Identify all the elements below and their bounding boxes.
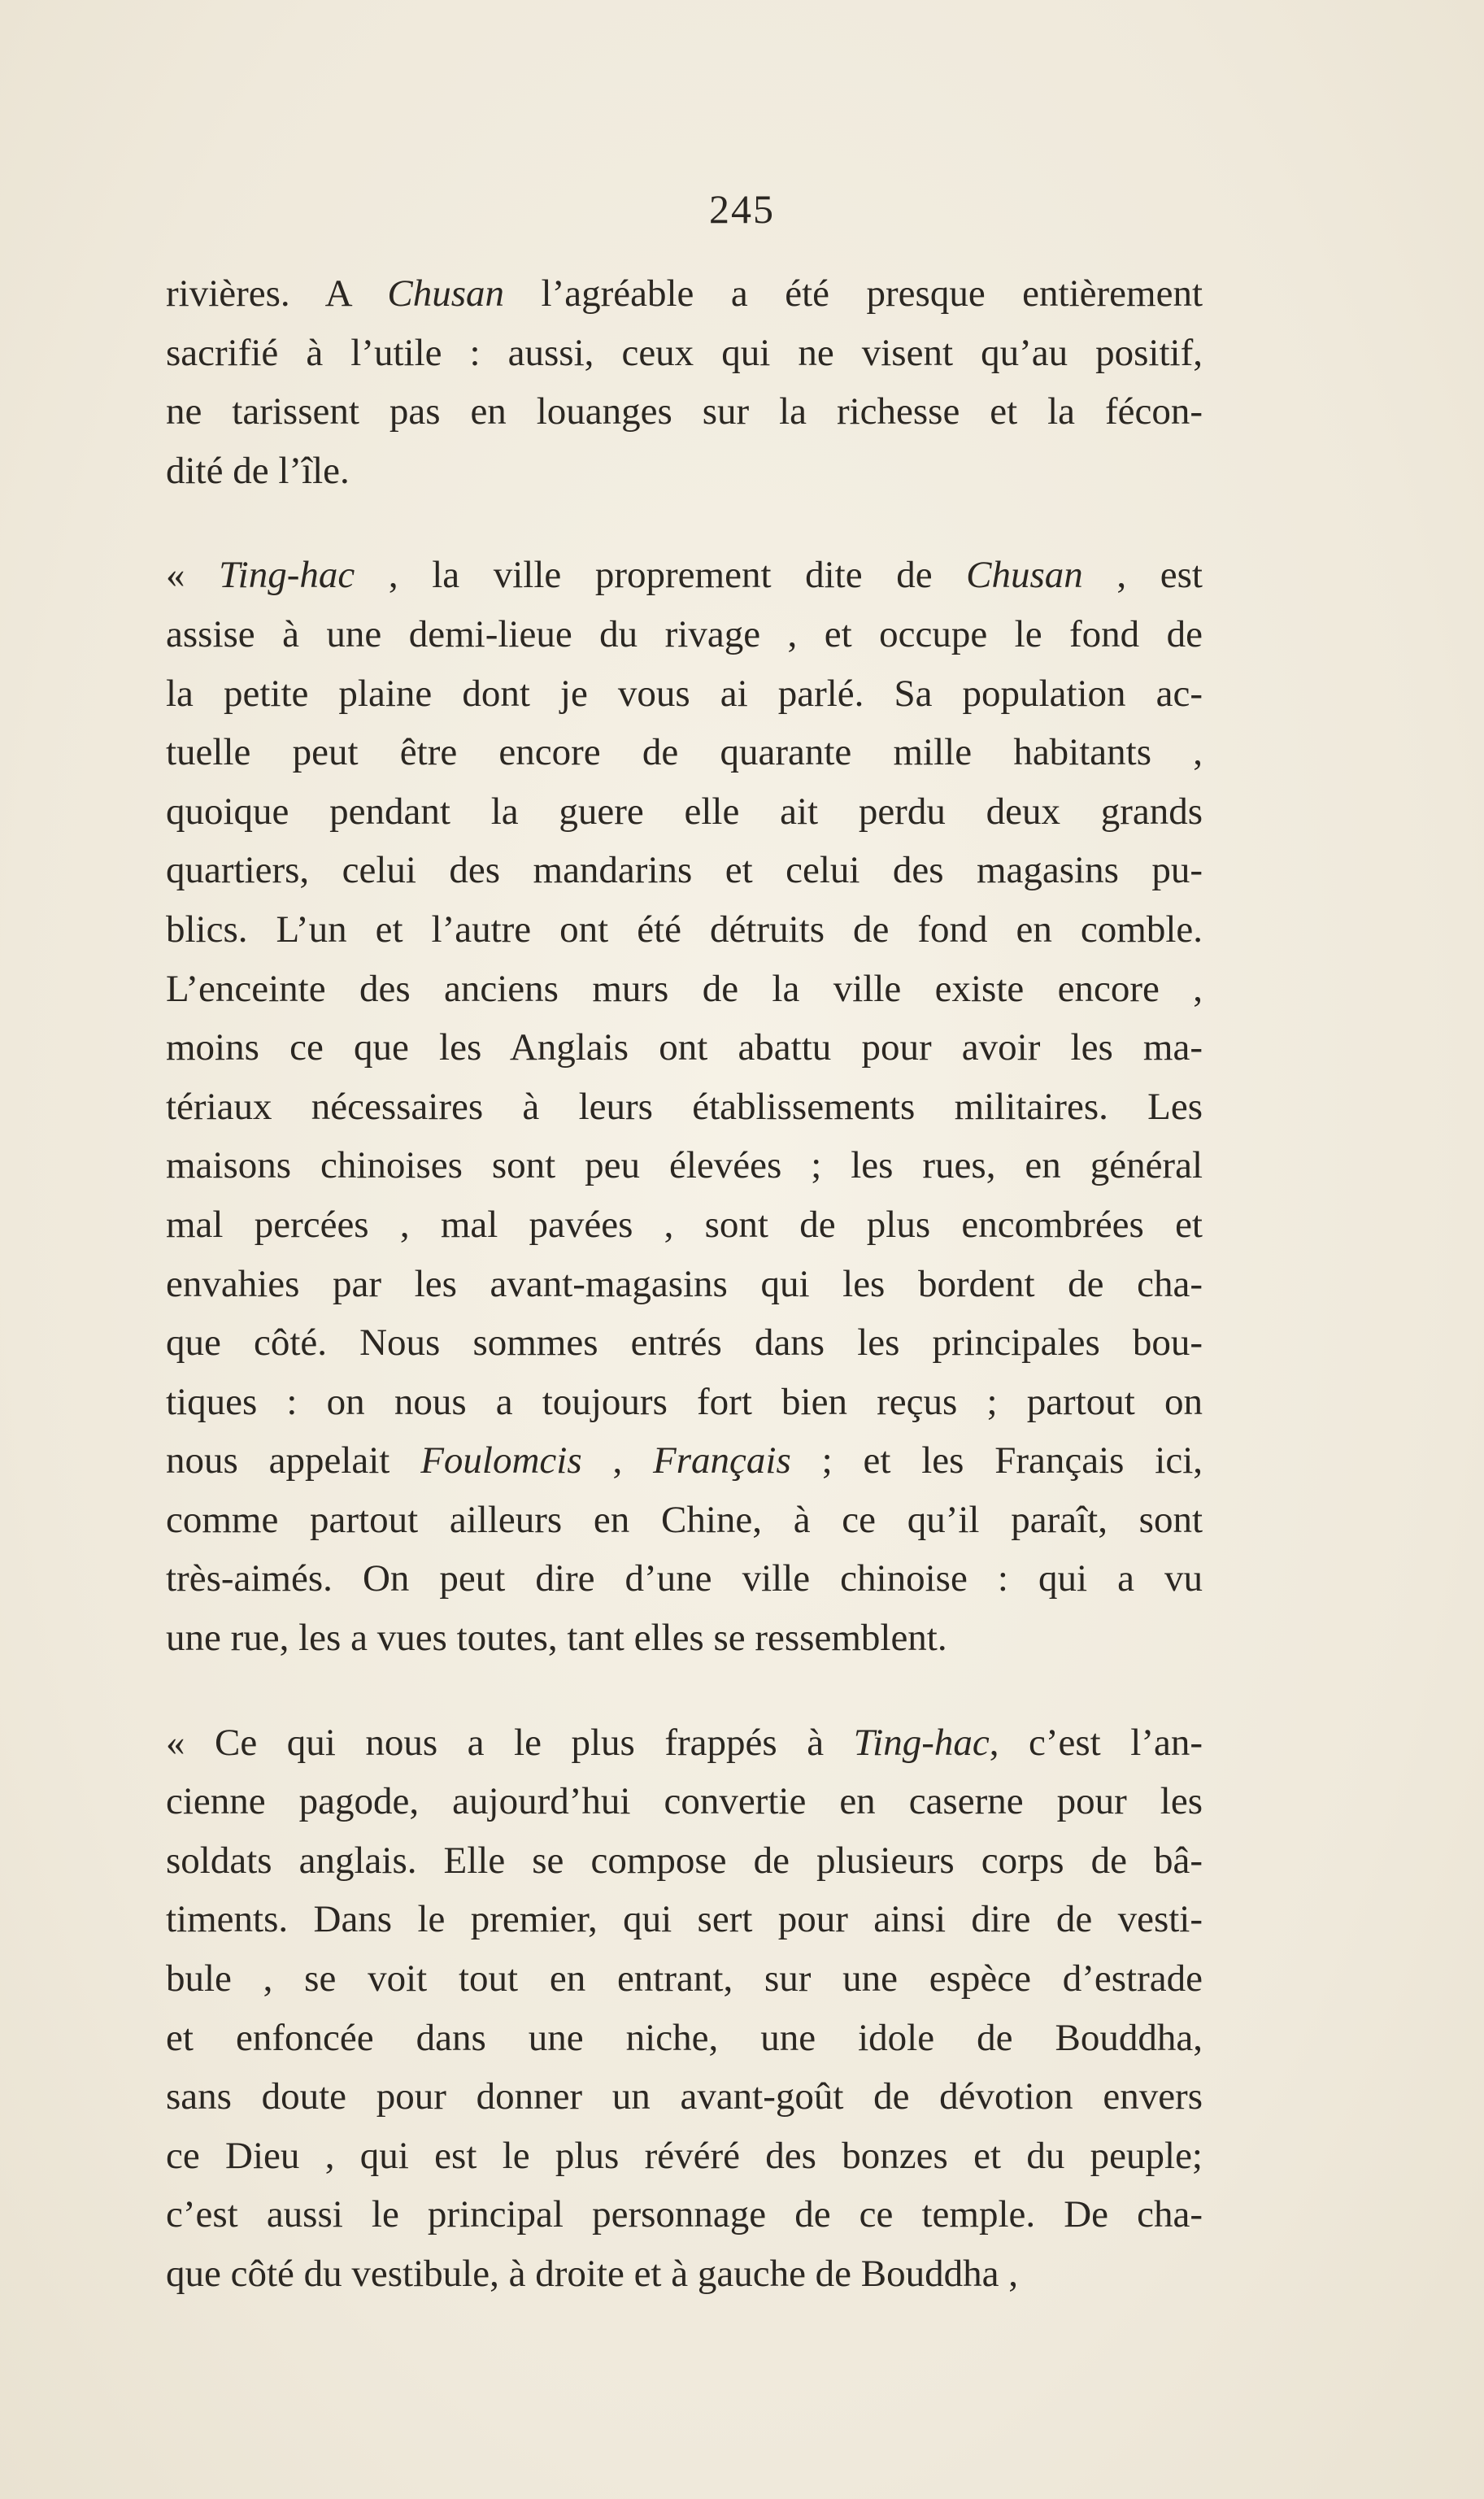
text-line: timents. Dans le premier, qui sert pour ainsi dire de vesti- — [166, 1898, 1203, 1941]
text-line: quartiers, celui des mandarins et celui des magasins pu- — [166, 849, 1203, 892]
text-line: quoique pendant la guere elle ait perdu deux grands — [166, 790, 1203, 833]
text-line: maisons chinoises sont peu élevées ; les rues, en général — [166, 1144, 1203, 1187]
paragraph-1 — [166, 264, 1203, 500]
text-line: « Ce qui nous a le plus frappés à Ting-hac, c’est l’an- — [166, 1721, 1203, 1764]
text-line: très-aimés. On peut dire d’une ville chinoise : qui a vu — [166, 1557, 1203, 1600]
italic-term: Ting-hac — [219, 554, 355, 597]
text-line: sans doute pour donner un avant-goût de dévotion envers — [166, 2075, 1203, 2118]
paragraph-3 — [166, 1713, 1203, 2304]
text-line: et enfoncée dans une niche, une idole de Bouddha, — [166, 2016, 1203, 2059]
text-line: une rue, les a vues toutes, tant elles se ressemblent. — [166, 1617, 947, 1660]
text-line: tériaux nécessaires à leurs établissements militaires. Les — [166, 1085, 1203, 1128]
text-line: tiques : on nous a toujours fort bien reçus ; partout on — [166, 1380, 1203, 1423]
text-line: L’enceinte des anciens murs de la ville existe encore , — [166, 967, 1203, 1010]
text-line: c’est aussi le principal personnage de ce temple. De cha- — [166, 2193, 1203, 2236]
text-line: blics. L’un et l’autre ont été détruits de fond en comble. — [166, 908, 1203, 951]
italic-term: Ting-hac — [853, 1721, 990, 1764]
text-line: soldats anglais. Elle se compose de plusieurs corps de bâ- — [166, 1839, 1203, 1882]
text-line: envahies par les avant-magasins qui les bordent de cha- — [166, 1262, 1203, 1305]
text-line: comme partout ailleurs en Chine, à ce qu’il paraît, sont — [166, 1498, 1203, 1541]
text-line: que côté du vestibule, à droite et à gauche de Bouddha , — [166, 2253, 1018, 2295]
text-line: sacrifié à l’utile : aussi, ceux qui ne visent qu’au positif, — [166, 331, 1203, 374]
italic-term: Foulomcis — [420, 1439, 582, 1482]
text-line: la petite plaine dont je vous ai parlé. Sa population ac- — [166, 672, 1203, 715]
text-line: que côté. Nous sommes entrés dans les principales bou- — [166, 1321, 1203, 1365]
text-line: bule , se voit tout en entrant, sur une espèce d’estrade — [166, 1957, 1203, 2001]
text-line: assise à une demi-lieue du rivage , et occupe le fond de — [166, 612, 1203, 655]
text-line: rivières. A Chusan l’agréable a été presque entièrement — [166, 272, 1203, 315]
page-number: 245 — [709, 186, 775, 232]
italic-term: Français — [653, 1439, 791, 1482]
text-line: nous appelait Foulomcis , Français ; et les Français ici, — [166, 1439, 1203, 1482]
italic-term: Chusan — [387, 272, 505, 315]
text-line: dité de l’île. — [166, 449, 350, 492]
text-line: tuelle peut être encore de quarante mille habitants , — [166, 731, 1203, 774]
text-line: moins ce que les Anglais ont abattu pour avoir les ma- — [166, 1026, 1203, 1069]
text-line: cienne pagode, aujourd’hui convertie en caserne pour les — [166, 1780, 1203, 1823]
text-line: ne tarissent pas en louanges sur la richesse et la fécon- — [166, 390, 1203, 433]
text-line: « Ting-hac , la ville proprement dite de Chusan , est — [166, 554, 1203, 597]
paragraph-2 — [166, 546, 1203, 1667]
body-text — [166, 264, 1203, 2304]
italic-term: Chusan — [966, 554, 1083, 597]
text-line: mal percées , mal pavées , sont de plus encombrées et — [166, 1203, 1203, 1246]
text-line: ce Dieu , qui est le plus révéré des bonzes et du peuple; — [166, 2134, 1203, 2177]
